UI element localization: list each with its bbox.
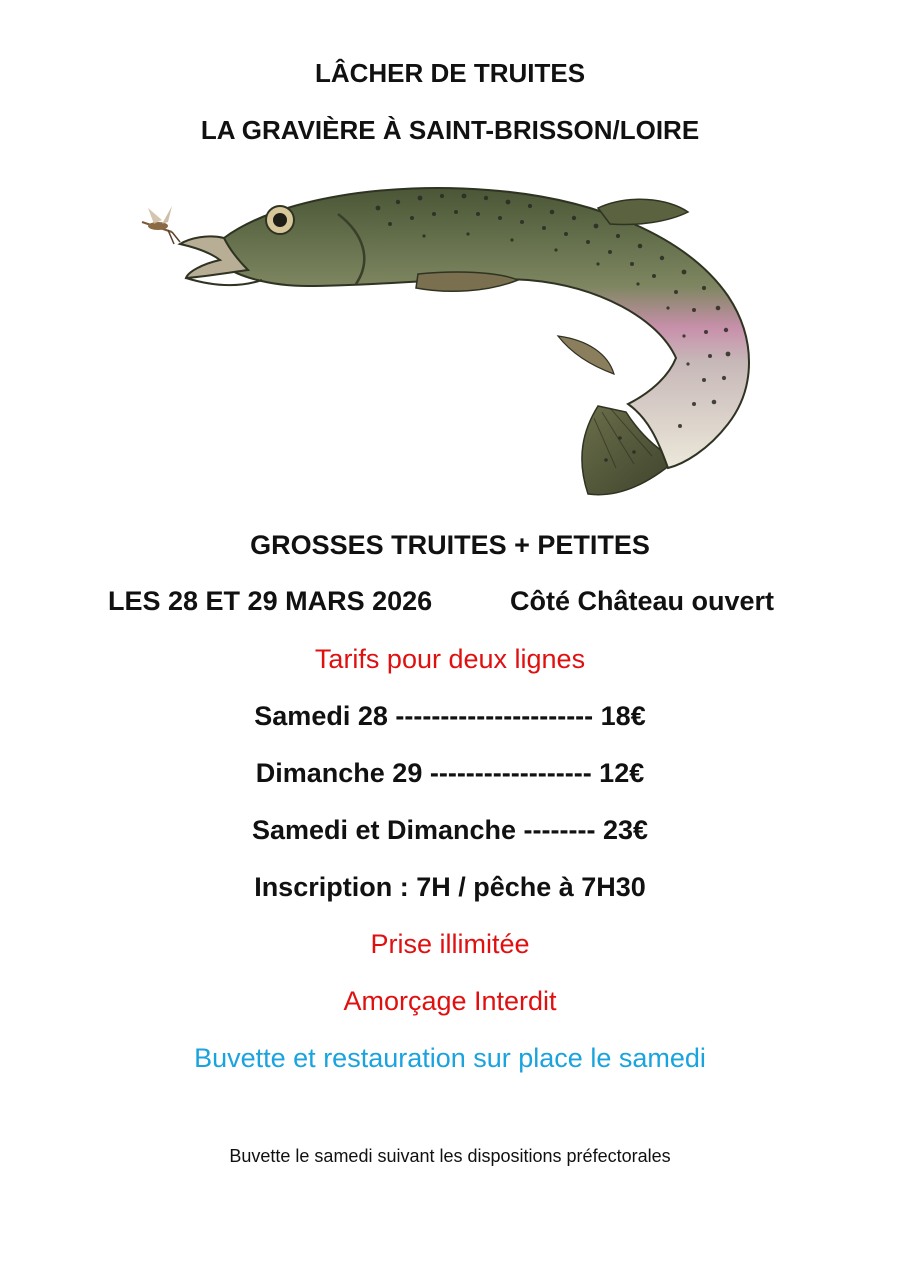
refreshments-info: Buvette et restauration sur place le samedi bbox=[194, 1043, 706, 1073]
event-zone: Côté Château ouvert bbox=[510, 586, 775, 616]
event-dates: LES 28 ET 29 MARS 2026 bbox=[108, 586, 433, 616]
fly-icon bbox=[142, 206, 180, 244]
price-row-saturday: Samedi 28 ---------------------- 18€ bbox=[254, 701, 646, 731]
price-row-weekend: Samedi et Dimanche -------- 23€ bbox=[251, 815, 649, 845]
rule-baiting: Amorçage Interdit bbox=[343, 986, 557, 1016]
prefecture-note: Buvette le samedi suivant les dispositions préfectorales bbox=[229, 1146, 671, 1166]
pricing-heading: Tarifs pour deux lignes bbox=[314, 644, 586, 674]
rule-catch: Prise illimitée bbox=[370, 929, 530, 959]
poster-title: LÂCHER DE TRUITES bbox=[314, 58, 586, 88]
poster-location: LA GRAVIÈRE À SAINT-BRISSON/LOIRE bbox=[200, 115, 700, 145]
price-row-sunday: Dimanche 29 ------------------ 12€ bbox=[255, 758, 645, 788]
schedule-text: Inscription : 7H / pêche à 7H30 bbox=[254, 872, 646, 902]
trout-illustration bbox=[128, 168, 778, 504]
event-headline: GROSSES TRUITES + PETITES bbox=[250, 530, 650, 560]
